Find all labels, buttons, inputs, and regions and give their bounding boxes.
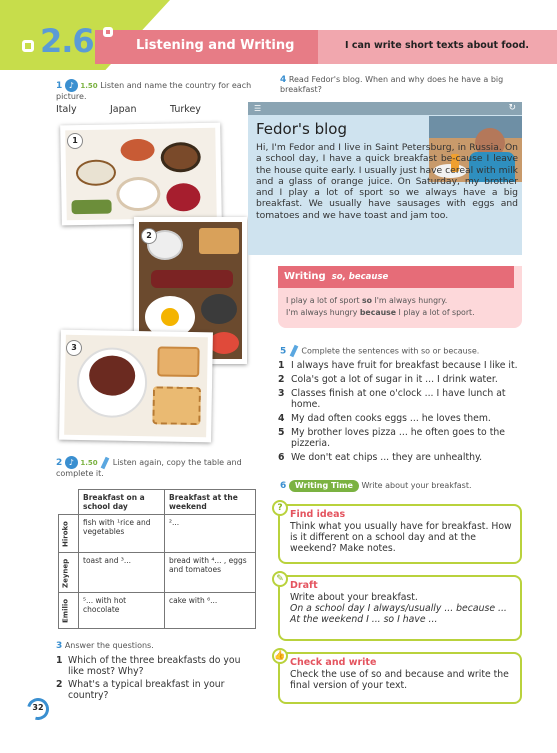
ex2-number: 2	[56, 458, 63, 468]
row-name: Zeynep	[59, 553, 79, 593]
country-japan: Japan	[110, 104, 137, 115]
table-row	[59, 553, 256, 593]
decor-square-icon	[103, 27, 113, 37]
row-name: Hiroko	[59, 515, 79, 553]
ex2-track: 1.50	[80, 459, 98, 467]
question-2: 2 What's a typical breakfast in your country?	[56, 679, 225, 701]
writing-example-1: I play a lot of sport so I'm always hungry.	[286, 296, 448, 305]
table-row	[59, 515, 256, 553]
sentence-4: 4 My dad often cooks eggs ... he loves them.	[278, 413, 491, 424]
ex3-instruction	[56, 641, 154, 651]
ex6-instruction	[280, 480, 520, 492]
table-cell: ²...	[165, 515, 256, 553]
ex5-number: 5	[280, 346, 287, 357]
photo-label-3: 3	[66, 340, 82, 356]
blog-text: Hi, I'm Fedor and I live in Saint Petersburg, in Russia. On a school day, I have a quick breakfast be-cause I leave the house quite early. I usually just have cereal with milk and a glass of orange juice. On Saturday, my brother and I play a lot of sport so we always have a big breakfast. We usually have sausages with eggs and tomatoes and we have toast and jam too.	[256, 142, 518, 221]
table-cell: cake with ⁶...	[165, 593, 256, 629]
ex2-text: Listen again, copy the table and complete it.	[56, 458, 242, 478]
country-italy: Italy	[56, 104, 77, 115]
breakfast-table	[58, 489, 256, 629]
draft-line-2: At the weekend I ... so I have ...	[290, 614, 438, 625]
draft-box	[278, 575, 522, 641]
thumbs-up-icon: 👍	[272, 648, 288, 664]
find-ideas-title: Find ideas	[290, 509, 346, 520]
blog-panel	[248, 102, 522, 255]
check-title: Check and write	[290, 657, 377, 668]
table-header: Breakfast at the weekend	[165, 490, 256, 515]
writing-tip-header	[278, 266, 514, 288]
blog-toolbar	[248, 102, 522, 115]
writing-time-badge: Writing Time	[289, 480, 359, 492]
table-header-row	[59, 490, 256, 515]
photo-japanese-breakfast	[60, 123, 222, 226]
page-number: 32	[32, 703, 44, 712]
ex1-number: 1	[56, 81, 63, 91]
ex2-instruction	[56, 456, 256, 479]
table-header: Breakfast on a school day	[79, 490, 165, 515]
writing-tip-title: Writing	[284, 271, 326, 282]
ex6-number: 6	[280, 481, 287, 491]
blog-title: Fedor's blog	[256, 120, 347, 138]
sentence-2: 2 Cola's got a lot of sugar in it ... I drink water.	[278, 374, 498, 385]
writing-tip-box	[278, 266, 522, 328]
photo-label-2: 2	[141, 228, 157, 244]
ex4-text: Read Fedor's blog. When and why does he have a big breakfast?	[280, 75, 504, 94]
ex3-text: Answer the questions.	[64, 641, 154, 650]
ex5-text: Complete the sentences with so or because.	[301, 346, 480, 356]
decor-square-icon	[22, 40, 34, 52]
ex1-text: Listen and name the country for each picture.	[56, 81, 252, 101]
sentence-6: 6 We don't eat chips ... they are unhealthy.	[278, 452, 483, 463]
row-name: Emilio	[59, 593, 79, 629]
question-1: 1 Which of the three breakfasts do you like most? Why?	[56, 655, 241, 677]
check-box	[274, 651, 522, 704]
sentence-1: 1 I always have fruit for breakfast because I like it.	[278, 360, 518, 371]
table-cell: fish with ¹rice and vegetables	[79, 515, 165, 553]
pencil-icon	[101, 456, 110, 469]
question-mark-icon: ?	[272, 500, 288, 516]
table-cell: bread with ⁴... , eggs and tomatoes	[165, 553, 256, 593]
draft-text: Write about your breakfast.	[290, 592, 418, 603]
pencil-icon: ✎	[272, 571, 288, 587]
ex5-instruction	[280, 345, 520, 357]
photo-label-1: 1	[67, 133, 83, 149]
writing-example-2: I'm always hungry because I play a lot of sport.	[286, 308, 475, 317]
table-cell: ⁵... with hot chocolate	[79, 593, 165, 629]
refresh-icon[interactable]: ↻	[508, 103, 516, 113]
writing-tip-subtitle: so, because	[331, 272, 389, 282]
ex4-number: 4	[280, 75, 287, 85]
pencil-icon	[289, 345, 298, 358]
ex3-number: 3	[56, 641, 63, 651]
ex1-track: 1.50	[80, 82, 98, 90]
unit-number: 2.6	[40, 22, 94, 60]
check-text: Check the use of so and because and write the final version of your text.	[290, 669, 509, 691]
find-ideas-box	[278, 504, 522, 564]
photo-italian-breakfast	[59, 330, 213, 443]
table-row	[59, 593, 256, 629]
sentence-3: 3 Classes finish at one o'clock ... I have lunch at home.	[278, 388, 506, 410]
lesson-goal: I can write short texts about food.	[345, 40, 530, 51]
sentence-5: 5 My brother loves pizza ... he often goes to the pizzeria.	[278, 427, 505, 449]
ex1-instruction	[56, 79, 256, 102]
audio-icon[interactable]: ♪	[65, 456, 78, 469]
menu-icon[interactable]: ☰	[254, 104, 262, 113]
ex6-text: Write about your breakfast.	[361, 481, 472, 490]
table-cell: toast and ³...	[79, 553, 165, 593]
ex4-instruction	[280, 75, 520, 95]
draft-line-1: On a school day I always/usually ... because ...	[290, 603, 507, 614]
find-ideas-text: Think what you usually have for breakfast. How is it different on a school day and at the weekend? Make notes.	[290, 521, 512, 554]
lesson-title: Listening and Writing	[136, 38, 295, 53]
draft-title: Draft	[290, 580, 318, 591]
audio-icon[interactable]: ♪	[65, 79, 78, 92]
country-turkey: Turkey	[170, 104, 201, 115]
